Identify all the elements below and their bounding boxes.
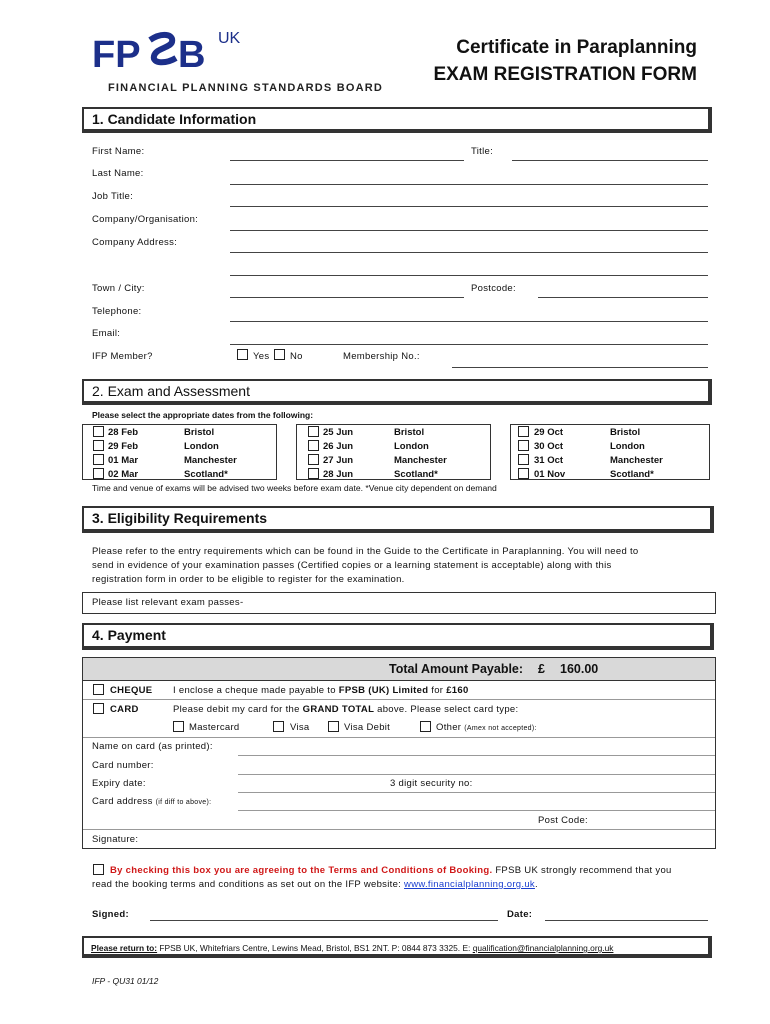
terms-text-2: read the booking terms and conditions as set out on the IFP website: www.financialplanning.org.uk. (92, 879, 538, 890)
total-label: Total Amount Payable: (389, 662, 524, 676)
ifp-website-link[interactable]: www.financialplanning.org.uk (404, 879, 535, 890)
membership-no-field[interactable] (452, 367, 708, 368)
ifp-yes-label: Yes (253, 351, 270, 362)
label-email: Email: (92, 328, 121, 339)
cheque-checkbox[interactable] (93, 684, 104, 695)
first-name-field[interactable] (230, 160, 464, 161)
exam-city: London (184, 441, 219, 452)
eligibility-text-1: Please refer to the entry requirements which can be found in the Guide to the Certificate in Paraplanning. You will need to (92, 546, 639, 557)
exam-city: London (610, 441, 645, 452)
exam-city: Scotland* (394, 469, 438, 480)
exam-option[interactable] (308, 426, 319, 437)
label-ifp-member: IFP Member? (92, 351, 153, 362)
mastercard-label: Mastercard (189, 722, 240, 733)
form-ref: IFP - QU31 01/12 (92, 976, 159, 986)
visa-debit-checkbox[interactable] (328, 721, 339, 732)
label-telephone: Telephone: (92, 306, 142, 317)
svg-text:FP: FP (92, 34, 141, 74)
card-text: Please debit my card for the GRAND TOTAL above. Please select card type: (173, 704, 519, 715)
exam-date: 01 Nov (534, 469, 566, 480)
exam-option[interactable] (93, 454, 104, 465)
email-field[interactable] (230, 344, 708, 345)
exam-date: 01 Mar (108, 455, 139, 466)
section3-heading: 3. Eligibility Requirements (82, 506, 714, 533)
label-membership-no: Membership No.: (343, 351, 420, 362)
total-value: 160.00 (560, 662, 599, 676)
exam-city: Bristol (610, 427, 641, 438)
cheque-divider (83, 699, 715, 700)
visa-checkbox[interactable] (273, 721, 284, 732)
exam-city: London (394, 441, 429, 452)
exam-date: 29 Feb (108, 441, 139, 452)
card-divider (83, 737, 715, 738)
card-checkbox[interactable] (93, 703, 104, 714)
section2-heading: 2. Exam and Assessment (82, 379, 712, 405)
card-label: CARD (110, 704, 139, 715)
section4-heading: 4. Payment (82, 623, 714, 650)
total-currency: £ (538, 662, 545, 676)
exam-date: 28 Feb (108, 427, 139, 438)
label-title: Title: (471, 146, 494, 157)
exam-option[interactable] (518, 440, 529, 451)
return-text: Please return to: FPSB UK, Whitefriars Centre, Lewins Mead, Bristol, BS1 2NT. P: 0844 873 3325. E: qualification@financialplanning.org.uk (91, 943, 614, 953)
label-last-name: Last Name: (92, 168, 144, 179)
exam-option[interactable] (93, 440, 104, 451)
exam-date: 25 Jun (323, 427, 354, 438)
label-company: Company/Organisation: (92, 214, 199, 225)
ifp-yes-checkbox[interactable] (237, 349, 248, 360)
label-postcode: Postcode: (471, 283, 516, 294)
exam-city: Scotland* (610, 469, 654, 480)
page-title-2: EXAM REGISTRATION FORM (433, 64, 697, 85)
exam-passes-box[interactable] (82, 592, 716, 614)
section1-heading: 1. Candidate Information (82, 107, 712, 133)
exam-date: 30 Oct (534, 441, 564, 452)
eligibility-text-3: registration form in order to be eligible to register for the examination. (92, 574, 405, 585)
label-security: 3 digit security no: (390, 778, 473, 789)
return-email-link[interactable]: qualification@financialplanning.org.uk (472, 943, 614, 953)
org-name: FINANCIAL PLANNING STANDARDS BOARD (108, 82, 384, 94)
exam-city: Scotland* (184, 469, 228, 480)
address-field-1[interactable] (230, 252, 708, 253)
company-field[interactable] (230, 230, 708, 231)
exam-city: Bristol (184, 427, 215, 438)
label-address: Company Address: (92, 237, 178, 248)
label-post-code: Post Code: (538, 815, 588, 826)
exam-date: 26 Jun (323, 441, 354, 452)
exam-note: Time and venue of exams will be advised two weeks before exam date. *Venue city dependent on demand (92, 483, 497, 493)
ifp-no-label: No (290, 351, 303, 362)
label-date: Date: (507, 909, 533, 920)
exam-option[interactable] (308, 454, 319, 465)
exam-date: 02 Mar (108, 469, 139, 480)
label-name-on-card: Name on card (as printed): (92, 741, 213, 752)
exam-option[interactable] (518, 426, 529, 437)
exam-city: Manchester (394, 455, 447, 466)
date-field[interactable] (545, 920, 708, 921)
return-box (82, 936, 712, 958)
mastercard-checkbox[interactable] (173, 721, 184, 732)
exam-option[interactable] (93, 468, 104, 479)
town-field[interactable] (230, 297, 464, 298)
label-card-address: Card address (if diff to above): (92, 796, 212, 807)
cheque-text: I enclose a cheque made payable to FPSB (UK) Limited for £160 (173, 685, 469, 696)
exam-option[interactable] (518, 468, 529, 479)
exam-passes-label: Please list relevant exam passes- (92, 597, 244, 608)
terms-text-1: By checking this box you are agreeing to the Terms and Conditions of Booking. FPSB UK strongly recommend that you (110, 865, 672, 876)
exam-date: 28 Jun (323, 469, 354, 480)
signed-field[interactable] (150, 920, 498, 921)
exam-city: Bristol (394, 427, 425, 438)
exam-city: Manchester (610, 455, 663, 466)
label-signature: Signature: (92, 834, 139, 845)
other-label: Other (Amex not accepted): (436, 722, 537, 733)
exam-date: 29 Oct (534, 427, 564, 438)
eligibility-text-2: send in evidence of your examination passes (Certified copies or a learning statement is acceptable) along with this (92, 560, 612, 571)
exam-option[interactable] (308, 440, 319, 451)
label-signed: Signed: (92, 909, 129, 920)
exam-instruction: Please select the appropriate dates from the following: (92, 410, 314, 420)
ifp-no-checkbox[interactable] (274, 349, 285, 360)
job-title-field[interactable] (230, 206, 708, 207)
postcode-field[interactable] (538, 297, 708, 298)
exam-option[interactable] (518, 454, 529, 465)
card-number-field[interactable] (238, 774, 715, 775)
card-address-field[interactable] (238, 810, 715, 811)
exam-date: 27 Jun (323, 455, 354, 466)
visa-label: Visa (290, 722, 310, 733)
expiry-field[interactable] (238, 792, 715, 793)
post-code-divider (83, 829, 715, 830)
title-field[interactable] (512, 160, 708, 161)
logo-uk: UK (218, 30, 241, 47)
label-expiry: Expiry date: (92, 778, 146, 789)
telephone-field[interactable] (230, 321, 708, 322)
exam-option[interactable] (93, 426, 104, 437)
exam-date: 31 Oct (534, 455, 564, 466)
cheque-label: CHEQUE (110, 685, 153, 696)
other-checkbox[interactable] (420, 721, 431, 732)
name-on-card-field[interactable] (238, 755, 715, 756)
logo (92, 30, 384, 100)
exam-city: Manchester (184, 455, 237, 466)
label-town: Town / City: (92, 283, 145, 294)
exam-option[interactable] (308, 468, 319, 479)
label-card-number: Card number: (92, 760, 154, 771)
address-field-2[interactable] (230, 275, 708, 276)
last-name-field[interactable] (230, 184, 708, 185)
visa-debit-label: Visa Debit (344, 722, 391, 733)
terms-checkbox[interactable] (93, 864, 104, 875)
label-job-title: Job Title: (92, 191, 134, 202)
page-title-1: Certificate in Paraplanning (456, 37, 697, 58)
svg-text:B: B (178, 34, 206, 74)
label-first-name: First Name: (92, 146, 145, 157)
